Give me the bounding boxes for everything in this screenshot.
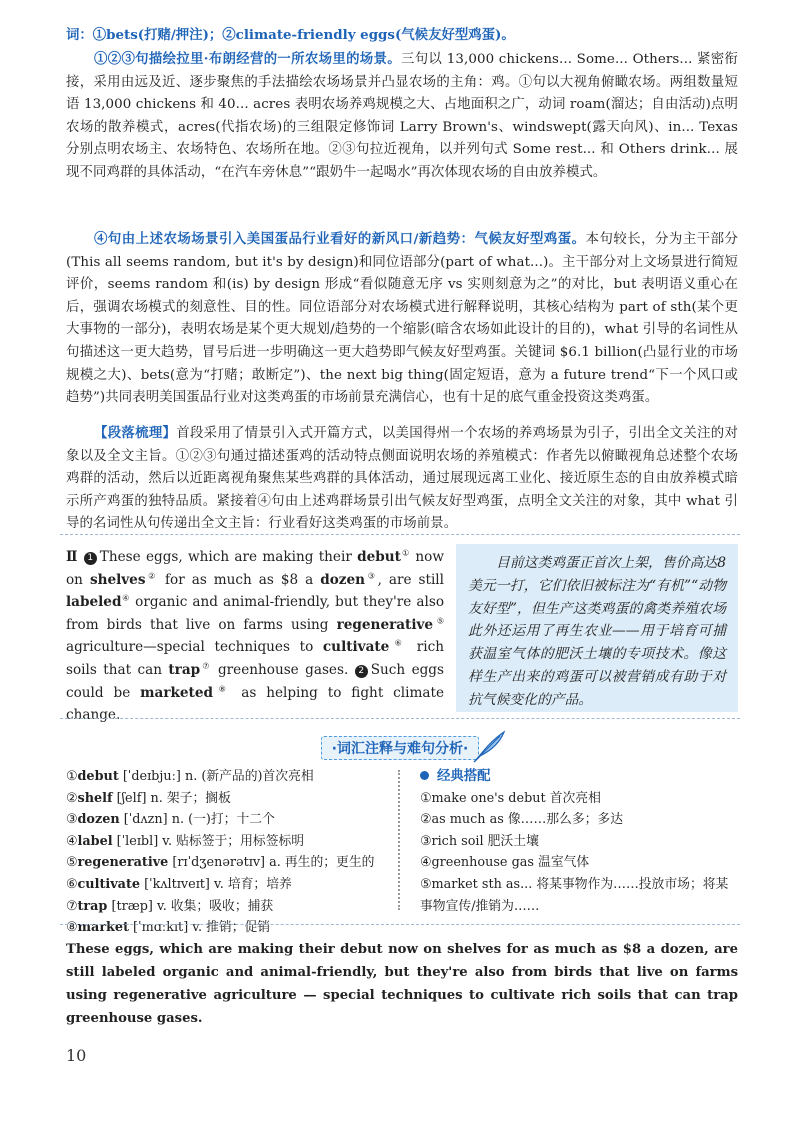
vocab-ref: ⑦	[200, 661, 212, 671]
entry-word: label	[77, 833, 113, 849]
collocation-item: ⑤market sth as... 将某事物作为……投放市场；将某事物宣传/推销为……	[420, 876, 729, 914]
vocab-section-title-text: ·词汇注释与难句分析·	[321, 736, 480, 760]
entry-def: [ʃelf] n. 架子；搁板	[112, 790, 231, 806]
summary-body: 首段采用了情景引入式开篇方式，以美国得州一个农场的养鸡场景为引子，引出全文关注的对象以及全文主旨。①②③句通过描述蛋鸡的活动特点侧面说明农场的养殖模式：作者先以俯瞰视角总述整个农场鸡群的活动，然后以近距离视角聚焦某些鸡群的具体活动，通过展现远离工业化、接近原生态的自由放养模式暗示所产鸡蛋的独特品质。紧接着④句由上述鸡群场景引出气候友好型鸡蛋，点明全文关注的对象，其中 what 引导的名词性从句传递出全文主旨：行业看好这类鸡蛋的市场前景。	[66, 426, 738, 532]
passage-text: organic and animal-friendly, but they're also from birds that live on farms using	[66, 594, 444, 633]
entry-word: regenerative	[77, 855, 169, 871]
vocab-entry	[66, 766, 386, 788]
translation-text: 目前这类鸡蛋正首次上架，售价高达8美元一打，它们依旧被标注为“有机”“动物友好型”，但生产这类鸡蛋的禽类养殖农场此外还运用了再生农业——用于培育可捕获温室气体的肥沃土壤的专项技术。像这样生产出来的鸡蛋可以被营销成有助于对抗气候变化的产品。	[468, 555, 726, 708]
summary-tag: 【段落梳理】	[94, 425, 177, 441]
bullet-icon	[420, 771, 429, 780]
collocations-title: 经典搭配	[437, 769, 491, 784]
vocab-ref: ④	[121, 593, 131, 603]
vocab-word-debut: debut	[357, 549, 401, 565]
vocab-word-marketed: marketed	[140, 684, 213, 701]
entry-def: [ˈdeɪbjuː] n. (新产品的)首次亮相	[118, 769, 314, 784]
entry-num: ⑤	[66, 855, 78, 871]
analysis-paragraph-2	[66, 228, 738, 410]
vocab-word-cultivate: cultivate	[322, 639, 390, 656]
passage-text: , are still	[377, 571, 445, 588]
paragraph-summary	[66, 422, 738, 536]
entry-word: dozen	[77, 812, 120, 828]
vocab-entry	[66, 874, 386, 896]
entry-word: trap	[77, 898, 108, 914]
sentence-number-icon: 2	[355, 665, 368, 678]
entry-num: ⑧	[66, 920, 78, 936]
passage-text: Such eggs could be	[66, 661, 444, 701]
analysis-paragraph-1	[66, 48, 738, 185]
collocation-item: ③rich soil 肥沃土壤	[420, 833, 539, 849]
quill-icon	[470, 728, 510, 764]
entry-word: shelf	[77, 790, 113, 806]
passage-english	[66, 546, 444, 727]
collocations-list	[420, 766, 740, 917]
analysis-body-2: 本句较长，分为主干部分(This all seems random, but it's by design)和同位语部分(part of what...)。主干部分对上文场景进行简短评价，seems random 和(is) by design 形成“看似随意无序 vs 实则刻意为之”的对比，but 表明语义重心在后，强调农场模式的刻意性、目的性。同位语部分对农场模式进行解释说明，其核心结构为 part of sth(某个更大事物的一部分)，表明农场是某个更大规划/趋势的一个缩影(暗含农场如此设计的目的)，what 引导的名词性从句描述这一更大趋势，冒号后进一步明确这一更大趋势即气候友好型鸡蛋。关键词 $6.1 billion(凸显行业的市场规模之大)、bets(意为“打赌；敢断定”)、the next big thing(固定短语，意为 a future trend“下一个风口或趋势”)共同表明美国蛋品行业对这类鸡蛋的市场前景充满信心，也有十足的底气重金投资这类鸡蛋。	[66, 232, 738, 406]
passage-text: greenhouse gases.	[211, 661, 355, 678]
vocab-word-dozen: dozen	[320, 571, 366, 588]
vocab-ref: ③	[365, 571, 378, 581]
entry-def: [træp] v. 收集；吸收；捕获	[107, 898, 274, 914]
paragraph-roman-numeral: Ⅱ	[66, 549, 79, 565]
analysis-body-1: 三句以 13,000 chickens... Some... Others... 紧密衔接，采用由远及近、逐步聚焦的手法描绘农场场景并凸显农场的主角：鸡。①句以大视角俯瞰农场。两组数量短语 13,000 chickens 和 40... acres 表明农场养鸡规模之大、占地面积之广，动词 roam(溜达；自由活动)点明农场的散养模式，acres(代指农场)的三组限定修饰词 Larry Brown's、windswept(露天向风)、in... Texas 分别点明农场主、农场特色、农场所在地。②③句拉近视角，以并列句式 Some rest... 和 Others drink... 展现不同鸡群的具体活动，“在汽车旁休息”“跟奶牛一起喝水”再次体现农场的自由放养模式。	[66, 52, 738, 180]
key-sentence: These eggs, which are making their debut now on shelves for as much as $8 a dozen, are still labeled organic and animal-friendly, but they're also from birds that live on farms using regenerative agriculture — special techniques to cultivate rich soils that can trap greenhouse gases.	[66, 942, 738, 1026]
divider-middle	[60, 718, 740, 719]
entry-word: market	[77, 920, 129, 936]
collocation-item: ④greenhouse gas 温室气体	[420, 855, 590, 871]
entry-def: [ˈmɑːkɪt] v. 推销；促销	[128, 920, 271, 936]
vocab-entry	[66, 852, 386, 874]
passage-text: agriculture—special techniques to	[66, 639, 323, 656]
entry-num: ②	[66, 790, 78, 806]
sentence-number-icon: 1	[84, 552, 97, 565]
entry-def: [ˈdʌzn] n. (一)打；十二个	[119, 812, 275, 828]
page-number: 10	[66, 1046, 87, 1065]
vocab-list	[66, 766, 386, 939]
entry-def: [ˈkʌltɪveɪt] v. 培育；培养	[140, 876, 292, 892]
entry-num: ③	[66, 812, 78, 828]
vocab-word-shelves: shelves	[89, 571, 146, 588]
vocab-word-regenerative: regenerative	[336, 616, 434, 633]
analysis-lead-2: ④句由上述农场场景引入美国蛋品行业看好的新风口/新趋势：气候友好型鸡蛋。	[94, 231, 586, 247]
collocation-item: ①make one's debut 首次亮相	[420, 790, 601, 806]
vocab-entry	[66, 809, 386, 831]
passage-text: for as much as $8 a	[158, 571, 321, 588]
passage-translation	[456, 544, 738, 712]
passage-text: These eggs, which are making their	[99, 549, 358, 565]
vocab-ref: ①	[400, 548, 411, 558]
vocab-ref: ⑧	[213, 684, 232, 694]
passage-text: as helping to fight climate change.	[66, 684, 444, 724]
divider-bottom	[60, 924, 740, 925]
entry-def: [rɪˈdʒenərətɪv] a. 再生的；更生的	[168, 855, 375, 871]
entry-num: ④	[66, 833, 78, 849]
analysis-lead-1: ①②③句描绘拉里·布朗经营的一所农场里的场景。	[94, 51, 401, 67]
entry-num: ⑦	[66, 898, 78, 914]
vocab-entry	[66, 896, 386, 918]
column-divider	[398, 770, 406, 910]
vocab-entry	[66, 917, 386, 939]
vocab-entry	[66, 831, 386, 853]
vocab-entry	[66, 788, 386, 810]
passage-text: rich soils that can	[66, 639, 444, 678]
passage-text: now on	[66, 549, 444, 588]
entry-num: ①	[66, 769, 78, 784]
vocab-ref: ⑤	[433, 616, 444, 626]
vocab-ref: ⑥	[389, 638, 408, 648]
entry-word: cultivate	[77, 876, 140, 892]
entry-def: [ˈleɪbl] v. 贴标签于；用标签标明	[112, 833, 305, 849]
divider-top	[60, 534, 740, 535]
collocation-item: ②as much as 像……那么多；多达	[420, 812, 624, 828]
vocab-word-labeled: labeled	[66, 594, 122, 611]
vocab-keywords-line: 词：①bets(打赌/押注)；②climate-friendly eggs(气候友好型鸡蛋)。	[66, 27, 515, 43]
entry-word: debut	[77, 769, 119, 784]
entry-num: ⑥	[66, 876, 78, 892]
vocab-word-trap: trap	[168, 661, 201, 678]
vocab-ref: ②	[145, 571, 159, 581]
collocations-heading	[420, 766, 740, 788]
